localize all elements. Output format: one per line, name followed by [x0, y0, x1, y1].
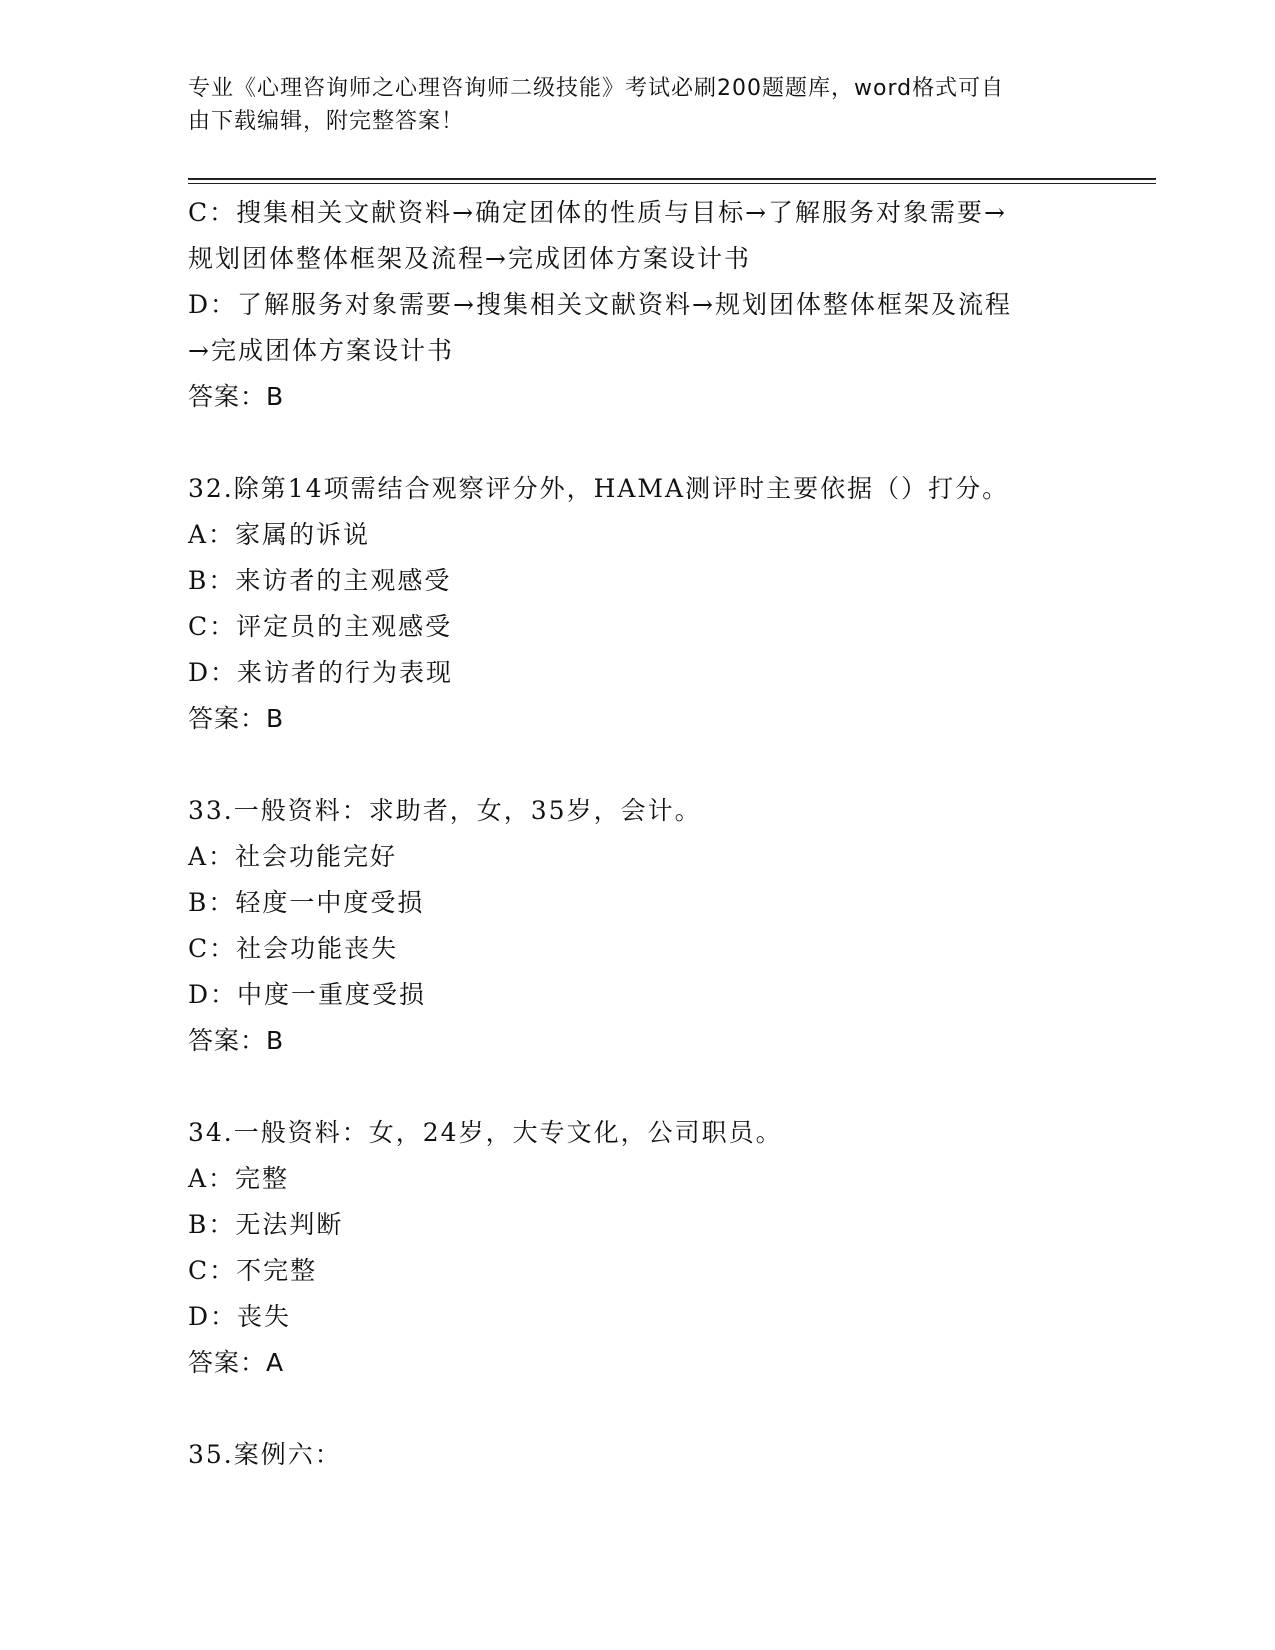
- header-line-2: 由下载编辑，附完整答案！: [188, 109, 465, 134]
- q33-option-b: B：轻度一中度受损: [188, 888, 425, 917]
- q31-option-c-line1: C：搜集相关文献资料→确定团体的性质与目标→了解服务对象需要→: [188, 198, 1007, 227]
- question-33-block: [188, 788, 1088, 1064]
- q33-option-c: C：社会功能丧失: [188, 934, 399, 963]
- spacer: [188, 420, 1088, 466]
- q34-option-c: C：不完整: [188, 1256, 318, 1285]
- q33-option-d: D：中度一重度受损: [188, 980, 427, 1009]
- spacer: [188, 742, 1088, 788]
- spacer: [188, 1064, 1088, 1110]
- q31-option-d-line1: D：了解服务对象需要→搜集相关文献资料→规划团体整体框架及流程: [188, 290, 1012, 319]
- q31-answer: 答案：B: [188, 382, 285, 411]
- question-32-block: [188, 466, 1088, 742]
- header-rule-thick: [188, 178, 1156, 180]
- q34-option-a: A：完整: [188, 1164, 290, 1193]
- q32-answer: 答案：B: [188, 704, 285, 733]
- header-line-1: 专业《心理咨询师之心理咨询师二级技能》考试必刷200题题库，word格式可自: [188, 76, 1005, 101]
- q32-option-b: B：来访者的主观感受: [188, 566, 452, 595]
- q32-option-d: D：来访者的行为表现: [188, 658, 454, 687]
- question-34-block: [188, 1110, 1088, 1386]
- q31-option-c-line2: 规划团体整体框架及流程→完成团体方案设计书: [188, 244, 751, 273]
- q33-stem: 33.一般资料：求助者，女，35岁，会计。: [188, 796, 702, 825]
- question-31-block: [188, 190, 1088, 420]
- q35-stem: 35.案例六：: [188, 1440, 342, 1469]
- q33-option-a: A：社会功能完好: [188, 842, 398, 871]
- q32-option-a: A：家属的诉说: [188, 520, 371, 549]
- q33-answer: 答案：B: [188, 1026, 285, 1055]
- spacer: [188, 1386, 1088, 1432]
- header-rule-thin: [188, 183, 1156, 184]
- q32-option-c: C：评定员的主观感受: [188, 612, 453, 641]
- q34-answer: 答案：A: [188, 1348, 285, 1377]
- q34-option-d: D：丧失: [188, 1302, 292, 1331]
- q32-stem: 32.除第14项需结合观察评分外，HAMA测评时主要依据（）打分。: [188, 474, 1010, 503]
- page-header: [188, 72, 1078, 138]
- question-35-block: [188, 1432, 1088, 1478]
- q31-option-d-line2: →完成团体方案设计书: [188, 336, 454, 365]
- question-content: [188, 190, 1088, 1478]
- q34-stem: 34.一般资料：女，24岁，大专文化，公司职员。: [188, 1118, 783, 1147]
- q34-option-b: B：无法判断: [188, 1210, 344, 1239]
